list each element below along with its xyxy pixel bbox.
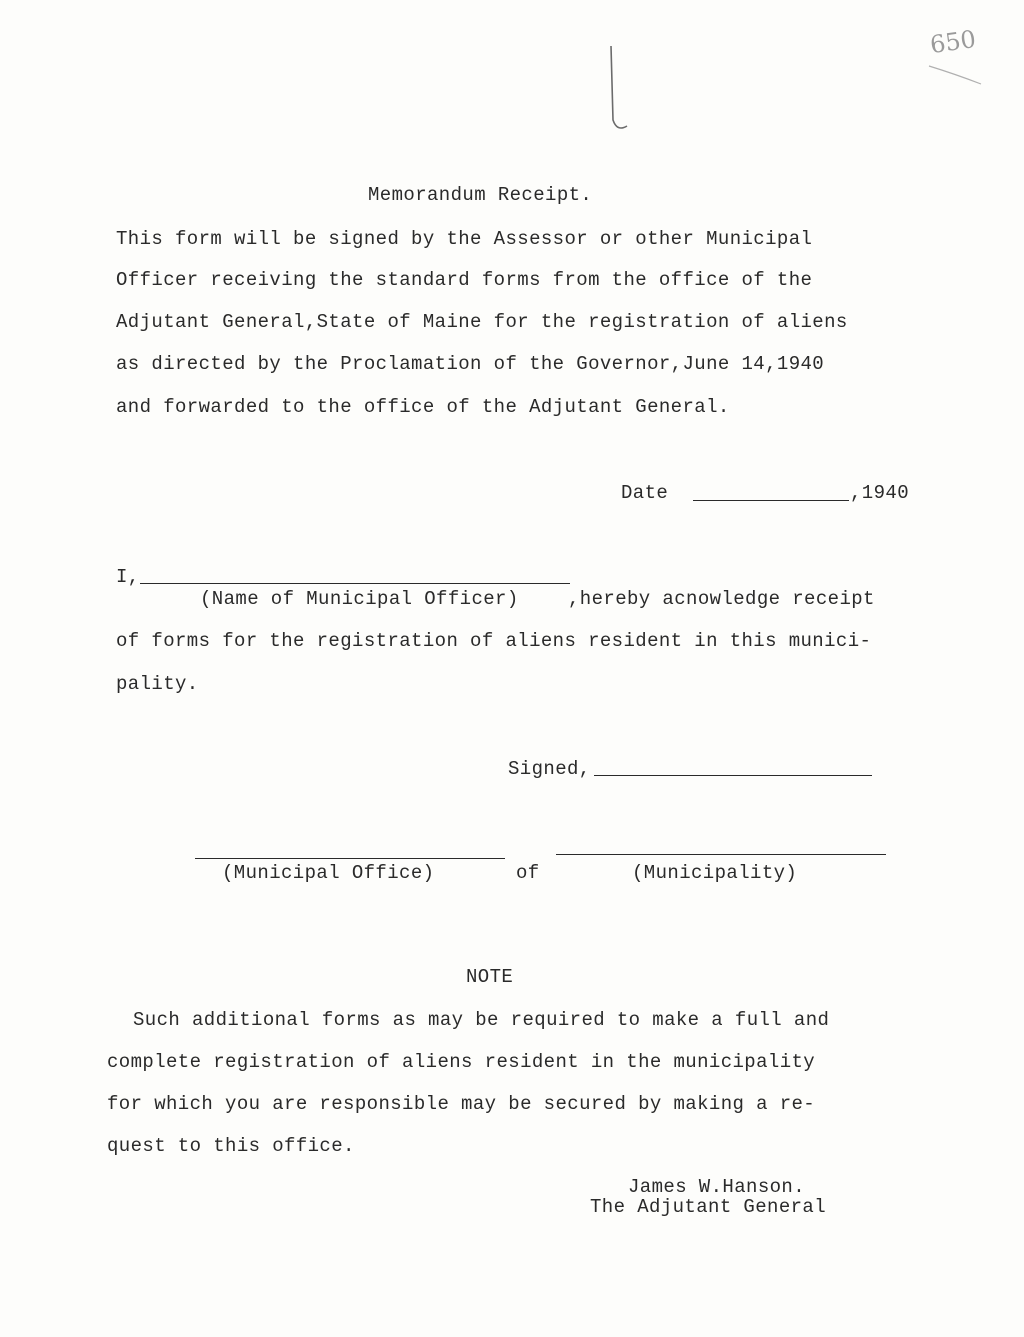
ack-line1-rest: ,hereby acnowledge receipt: [568, 588, 875, 610]
municipal-office-caption: (Municipal Office): [222, 862, 435, 884]
municipality-line[interactable]: [556, 854, 886, 855]
intro-line: Adjutant General,State of Maine for the registration of aliens: [116, 311, 848, 333]
officer-name-caption: (Name of Municipal Officer): [200, 588, 519, 610]
note-line: Such additional forms as may be required to make a full and: [133, 1009, 830, 1031]
ack-line3: pality.: [116, 673, 199, 695]
document-title: Memorandum Receipt.: [368, 184, 593, 206]
intro-line: Officer receiving the standard forms from the office of the: [116, 269, 813, 291]
municipality-caption: (Municipality): [632, 862, 798, 884]
of-label: of: [516, 862, 540, 884]
note-line: complete registration of aliens resident in the municipality: [107, 1051, 816, 1073]
signatory-name: James W.Hanson.: [628, 1176, 806, 1198]
annotation-underline: [925, 60, 985, 90]
officer-name-line[interactable]: [140, 583, 570, 584]
signed-label: Signed,: [508, 758, 591, 780]
date-label: Date: [621, 482, 669, 504]
ack-prefix: I,: [116, 566, 140, 588]
note-heading: NOTE: [466, 966, 514, 988]
intro-line: This form will be signed by the Assessor or other Municipal: [116, 228, 813, 250]
signatory-title: The Adjutant General: [590, 1196, 827, 1218]
note-line: for which you are responsible may be secured by making a re-: [107, 1093, 816, 1115]
note-line: quest to this office.: [107, 1135, 355, 1157]
page-number-annotation: 650: [928, 24, 978, 60]
municipal-office-line[interactable]: [195, 858, 505, 859]
intro-line: and forwarded to the office of the Adjutant General.: [116, 396, 730, 418]
date-blank-line[interactable]: [693, 500, 849, 501]
ack-line2: of forms for the registration of aliens resident in this munici-: [116, 630, 872, 652]
signature-line[interactable]: [594, 775, 872, 776]
date-year: ,1940: [850, 482, 910, 504]
pencil-mark: [595, 40, 635, 130]
intro-line: as directed by the Proclamation of the Governor,June 14,1940: [116, 353, 825, 375]
